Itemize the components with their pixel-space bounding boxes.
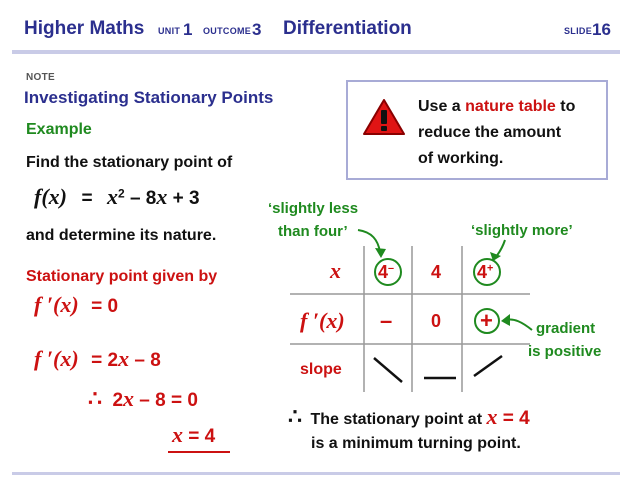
table-header-derivative: f ′(x) — [300, 308, 345, 333]
annotation-gradient-2: is positive — [528, 343, 602, 360]
annotation-slightly-less-2: than four’ — [278, 223, 348, 240]
therefore-symbol: ∴ — [88, 386, 102, 411]
equation-2: f ′(x) = 2x – 8 — [34, 346, 161, 371]
equation-4: x = 4 — [172, 422, 216, 447]
example-label: Example — [26, 121, 92, 138]
stationary-given-by: Stationary point given by — [26, 268, 218, 285]
slide-label: SLIDE — [564, 26, 593, 36]
unit-label: UNIT — [158, 26, 181, 36]
sign-negative: – — [380, 308, 393, 333]
nature-table-highlight: nature table — [465, 98, 556, 115]
annotation-slightly-more: ‘slightly more’ — [471, 222, 573, 239]
x-value-four: 4 — [431, 262, 442, 282]
conclusion-line2: is a minimum turning point. — [311, 435, 521, 452]
annotation-gradient-1: gradient — [536, 320, 596, 337]
callout-line1: Use a nature table to — [418, 98, 576, 115]
slope-shapes — [364, 344, 524, 392]
course-title: Higher Maths — [24, 18, 145, 39]
table-header-slope: slope — [300, 361, 342, 378]
outcome-label: OUTCOME — [203, 26, 252, 36]
slide-number: 16 — [592, 20, 611, 39]
footer-rule — [12, 472, 620, 475]
sign-positive: + — [480, 308, 493, 333]
equation-1: f ′(x) = 0 — [34, 292, 119, 317]
slope-falling — [374, 358, 402, 382]
section-heading: Investigating Stationary Points — [24, 88, 274, 107]
slope-rising — [474, 356, 502, 376]
equation-3: ∴ 2x – 8 = 0 — [88, 386, 198, 411]
topic-title: Differentiation — [283, 18, 412, 39]
callout-line2: reduce the amount — [418, 124, 562, 141]
problem-line2: and determine its nature. — [26, 227, 217, 244]
function-definition: $f(x) = x^2 - 8x + 3$ — [34, 184, 200, 209]
table-header-x: x — [330, 258, 341, 283]
conclusion-line1: ∴ The stationary point at x = 4 — [288, 404, 530, 429]
x-value-slightly-more: 4+ — [477, 262, 494, 282]
note-label: NOTE — [26, 72, 55, 83]
problem-line1: Find the stationary point of — [26, 154, 233, 171]
therefore-symbol-2: ∴ — [288, 404, 302, 429]
outcome-number: 3 — [252, 20, 262, 39]
annotation-slightly-less-1: ‘slightly less — [268, 200, 359, 217]
unit-number: 1 — [183, 20, 193, 39]
callout-line3: of working. — [418, 150, 504, 167]
sign-zero: 0 — [431, 311, 442, 331]
function-lhs: f(x) — [34, 184, 67, 209]
x-value-slightly-less: 4– — [378, 262, 395, 282]
